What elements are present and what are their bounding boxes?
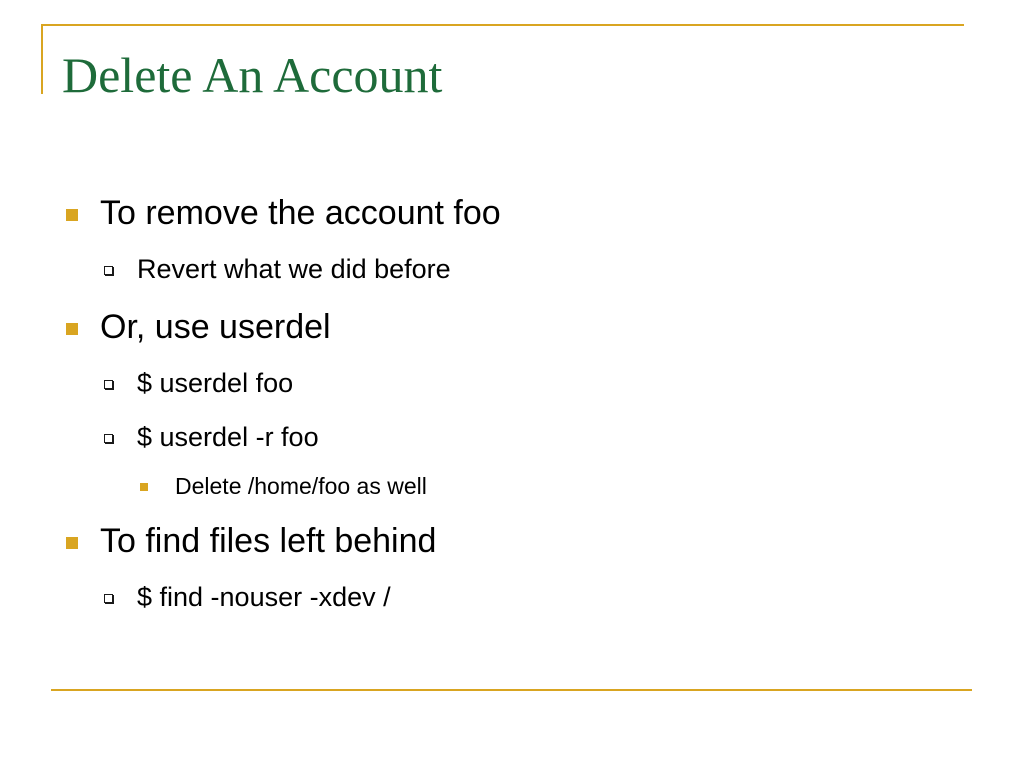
filled-square-icon (66, 537, 78, 549)
bullet-text: Or, use userdel (100, 308, 331, 346)
bullet-text: $ userdel foo (137, 368, 294, 398)
hollow-square-icon (104, 380, 113, 389)
filled-square-icon (66, 209, 78, 221)
filled-square-icon (140, 483, 148, 491)
bullet-text: Revert what we did before (137, 254, 451, 284)
hollow-square-icon (104, 594, 113, 603)
bottom-divider (51, 689, 972, 691)
bullet-text: $ userdel -r foo (137, 422, 319, 452)
slide-title: Delete An Account (62, 47, 443, 103)
hollow-square-icon (104, 266, 113, 275)
bullet-text: Delete /home/foo as well (175, 473, 427, 499)
bullet-text: To find files left behind (100, 522, 437, 560)
filled-square-icon (66, 323, 78, 335)
hollow-square-icon (104, 434, 113, 443)
bullet-text: To remove the account foo (100, 194, 501, 232)
bullet-text: $ find -nouser -xdev / (137, 582, 391, 612)
